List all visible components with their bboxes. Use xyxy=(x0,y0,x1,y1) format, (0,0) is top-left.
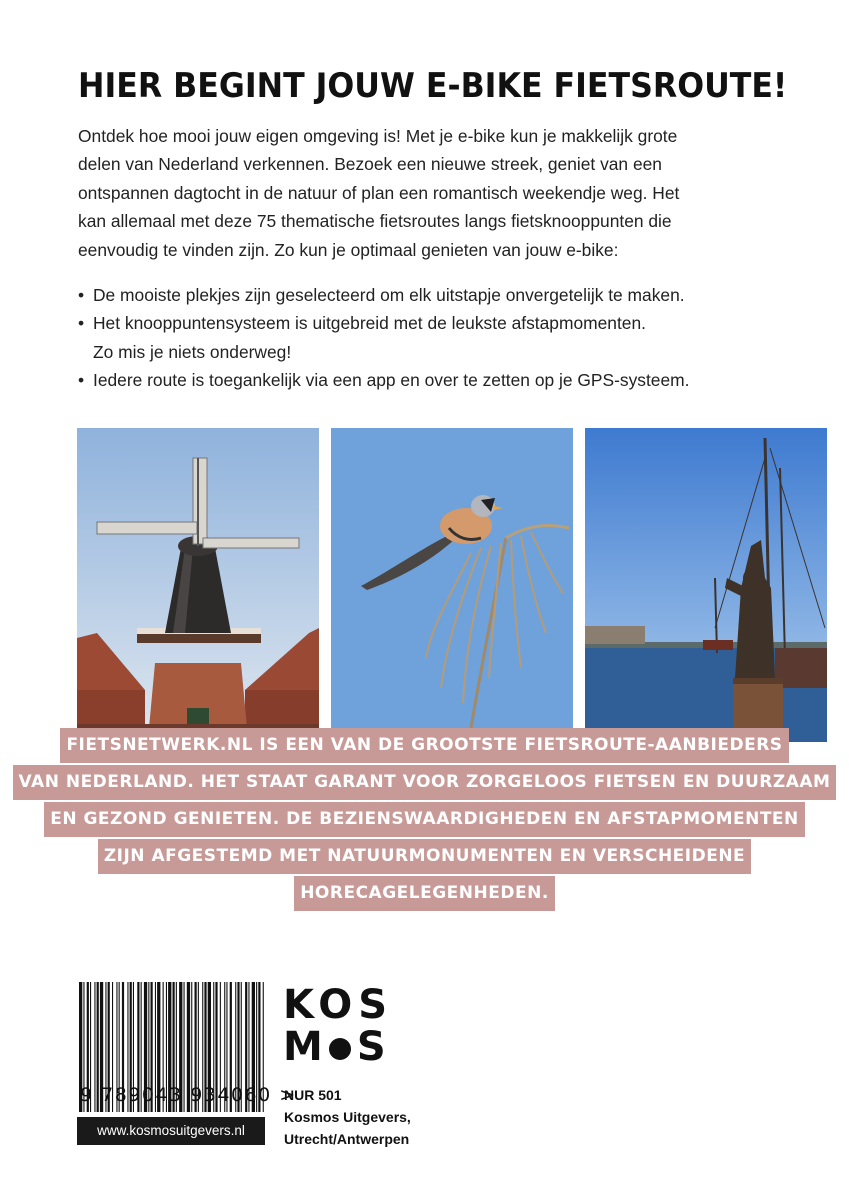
nur-code: NUR 501 xyxy=(284,1087,342,1103)
intro-line: eenvoudig te vinden zijn. Zo kun je optimaal genieten van jouw e-bike: xyxy=(78,239,619,260)
isbn-number: 9 789043 934060 > xyxy=(80,1084,297,1106)
feature-item xyxy=(78,281,798,309)
publisher-info xyxy=(284,1084,411,1150)
bullet-dot: • xyxy=(78,313,85,334)
feature-item xyxy=(78,366,798,394)
logo-dot xyxy=(329,1038,351,1060)
logo-letter: M xyxy=(283,1024,329,1070)
promo-line: ZIJN AFGESTEMD MET NATUURMONUMENTEN EN VERSCHEIDENE xyxy=(98,839,751,874)
promo-line: VAN NEDERLAND. HET STAAT GARANT VOOR ZORGELOOS FIETSEN EN DUURZAAM xyxy=(13,765,837,800)
intro-line: ontspannen dagtocht in de natuur of plan een romantisch weekendje weg. Het xyxy=(78,182,680,203)
promo-banner xyxy=(0,727,849,912)
intro-line: Ontdek hoe mooi jouw eigen omgeving is! Met je e-bike kun je makkelijk grote xyxy=(78,126,678,146)
headline: HIER BEGINT JOUW E-BIKE FIETSROUTE! xyxy=(78,66,788,106)
promo-line: EN GEZOND GENIETEN. DE BEZIENSWAARDIGHEDEN EN AFSTAPMOMENTEN xyxy=(44,802,805,837)
publisher-name: Kosmos Uitgevers, xyxy=(284,1109,411,1125)
kosmos-logo xyxy=(283,982,394,1070)
feature-text: Zo mis je niets onderweg! xyxy=(93,341,292,362)
feature-list xyxy=(78,281,798,395)
logo-row-2 xyxy=(283,1026,393,1068)
promo-line: FIETSNETWERK.NL IS EEN VAN DE GROOTSTE FIETSROUTE-AANBIEDERS xyxy=(60,728,788,763)
photo-strip xyxy=(77,428,827,742)
intro-line: kan allemaal met deze 75 thematische fietsroutes langs fietsknooppunten die xyxy=(78,211,672,232)
intro-line: delen van Nederland verkennen. Bezoek een nieuwe streek, geniet van een xyxy=(78,154,662,175)
feature-text: Iedere route is toegankelijk via een app en over te zetten op je GPS-systeem. xyxy=(93,370,690,391)
logo-letter: S xyxy=(356,1024,392,1070)
bird-photo xyxy=(331,428,573,742)
promo-line: HORECAGELEGENHEDEN. xyxy=(294,876,555,911)
feature-item xyxy=(78,309,798,366)
logo-row-1: KOS xyxy=(283,982,394,1028)
website-label: www.kosmosuitgevers.nl xyxy=(77,1117,265,1145)
feature-text: De mooiste plekjes zijn geselecteerd om elk uitstapje onvergetelijk te maken. xyxy=(93,285,685,305)
intro-paragraph xyxy=(78,122,778,264)
publisher-city: Utrecht/Antwerpen xyxy=(284,1131,410,1147)
feature-text: Het knooppuntensysteem is uitgebreid met de leukste afstapmomenten. xyxy=(93,313,646,334)
harbour-photo xyxy=(585,428,827,742)
bullet-dot: • xyxy=(78,370,85,391)
windmill-photo xyxy=(77,428,319,742)
bullet-dot: • xyxy=(78,285,85,305)
